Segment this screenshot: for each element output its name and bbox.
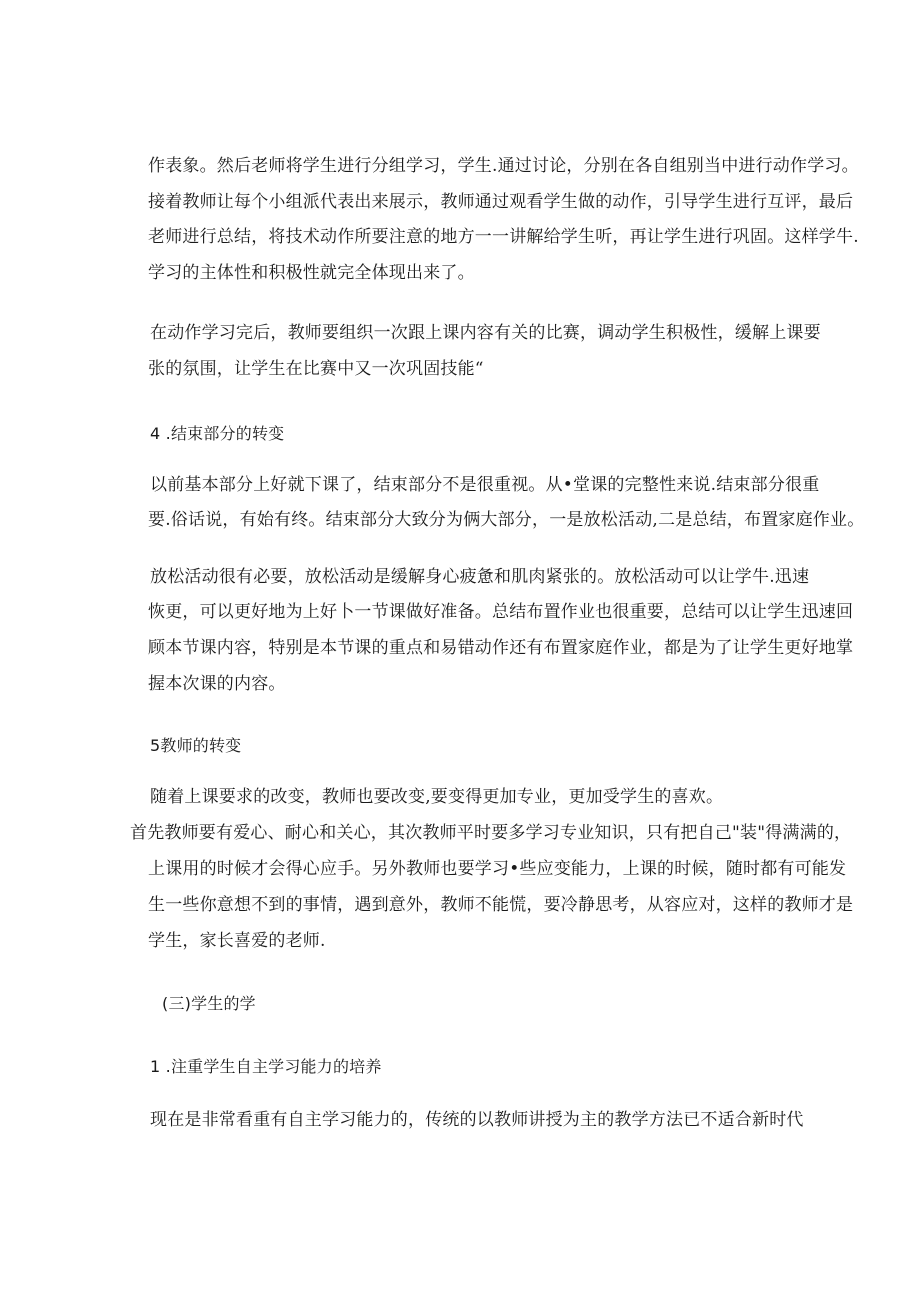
text-line: 要.俗话说，有始有终。结束部分大致分为俩大部分，一是放松活动,二是总结，布置家庭作业。 [148,510,865,530]
text-line: 首先教师要有爱心、耐心和关心，其次教师平时要多学习专业知识，只有把自己"装"得满满的， [130,823,852,843]
section-heading: (三)学生的学 [162,994,256,1013]
text-line: 恢更，可以更好地为上好卜一节课做好准备。总结布置作业也很重要，总结可以让学生迅速回 [148,602,854,622]
text-line: 随着上课要求的改变，教师也要改变,要变得更加专业，更加受学生的喜欢。 [150,787,724,807]
text-line: 张的氛围，让学生在比赛中又一次巩固技能“ [148,359,484,379]
text-line: 生一些你意想不到的事情，遇到意外，教师不能慌，要冷静思考，从容应对，这样的教师才是 [148,895,854,915]
text-line: 现在是非常看重有自主学习能力的，传统的以教师讲授为主的教学方法已不适合新时代 [150,1110,804,1130]
text-line: 顾本节课内容，特别是本节课的重点和易错动作还有布置家庭作业，都是为了让学生更好地掌 [148,638,854,658]
text-line: 放松活动很有必要，放松活动是缓解身心疲惫和肌肉紧张的。放松活动可以让学牛.迅速 [150,567,810,587]
text-line: 以前基本部分上好就下课了，结束部分不是很重视。从•堂课的完整性来说.结束部分很重 [150,475,820,495]
text-line: 接着教师让每个小组派代表出来展示，教师通过观看学生做的动作，引导学生进行互评，最后 [148,192,854,212]
text-line: 学习的主体性和积极性就完全体现出来了。 [148,263,475,283]
text-line: 学生，家长喜爱的老师. [148,931,326,951]
text-line: 握本次课的内容。 [148,674,286,694]
section-heading: 5教师的转变 [150,736,242,755]
text-line: 老师进行总结，将技术动作所要注意的地方一一讲解给学生听，再让学生进行巩固。这样学牛. [148,227,859,247]
section-heading: 4 .结束部分的转变 [150,424,285,443]
text-line: 上课用的时候才会得心应手。另外教师也要学习•些应变能力，上课的时候，随时都有可能发 [148,859,847,879]
section-heading: 1 .注重学生自主学习能力的培养 [150,1057,382,1076]
text-line: 在动作学习完后，教师要组织一次跟上课内容有关的比赛，调动学生积极性，缓解上课要 [150,323,821,343]
text-line: 作表象。然后老师将学生进行分组学习，学生.通过讨论，分别在各自组别当中进行动作学习。 [148,156,859,176]
